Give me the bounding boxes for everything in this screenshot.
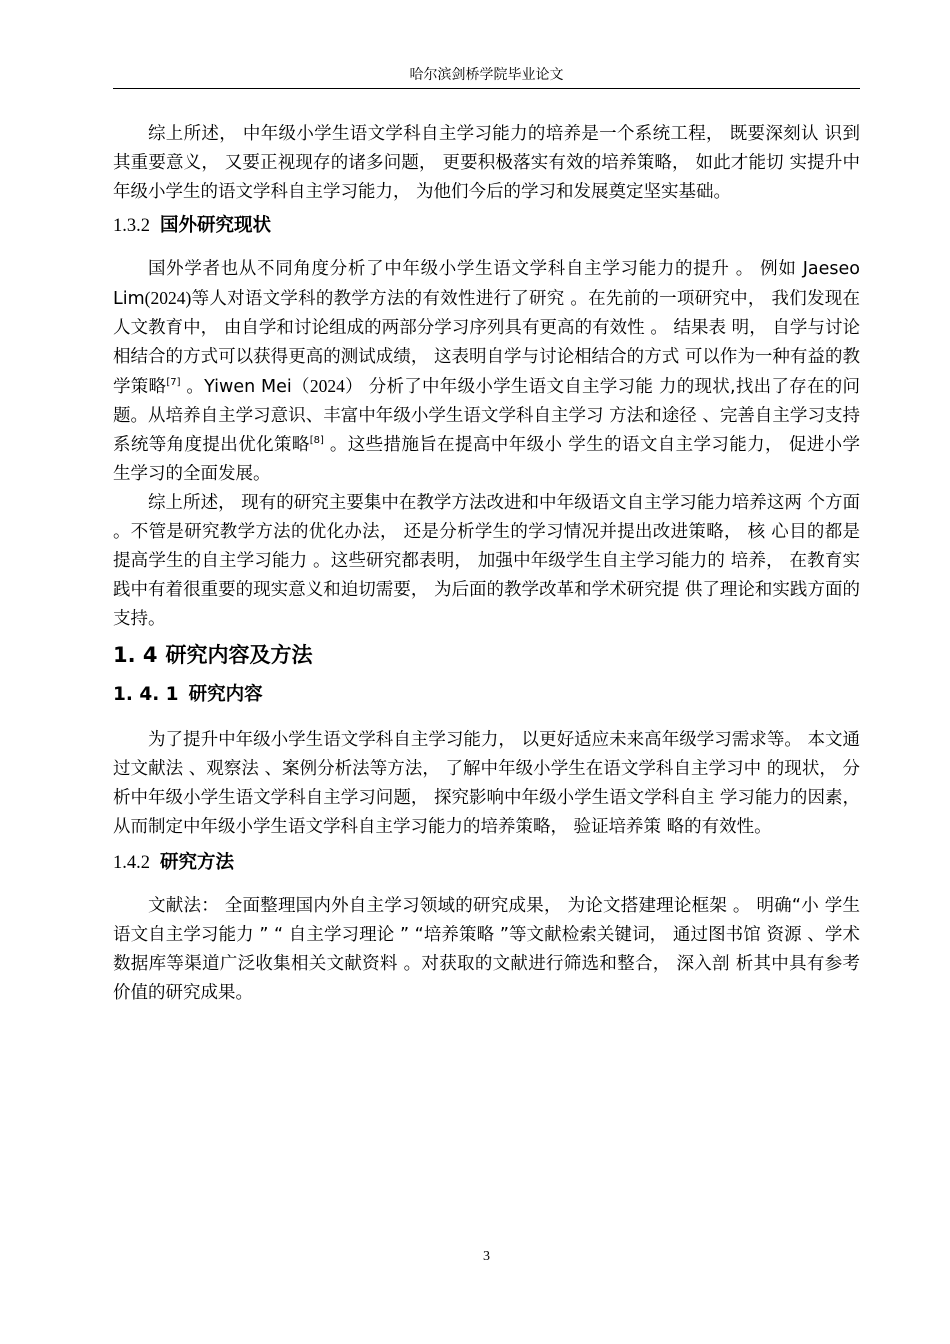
paragraph-foreign-research [113,255,860,489]
heading-title: 研究内容及方法 [165,643,313,667]
citation-marker: [8] [309,435,324,447]
heading-number: 1.4.2 [113,853,150,873]
paragraph-research-method: 文献法： 全面整理国内外自主学习领域的研究成果， 为论文搭建理论框架 。 明确“小 学生语文自主学习能力 ” “ 自主学习理论 ” “培养策略 ”等文献检索关键词， 通过图书馆 资源 、学术数据库等渠道广泛收集相关文献资料 。对获取的文献进行筛选和整合， 深入剖 析其中具有参考价值的研究成果。 [113,896,860,1003]
text-run: 。Yiwen Mei（ [180,377,310,397]
text-run: ） 分析了中年级小学生语文自主学习能 力的现状,找出了存在的问题。从培养自主学习意识、丰富中年级小学生语文学科自主学习 方法和途径 、完善自主学习支持系统等角度提出优化策略 [113,377,861,455]
paragraph-research-content: 为了提升中年级小学生语文学科自主学习能力， 以更好适应未来高年级学习需求等。 本文通过文献法 、观察法 、案例分析法等方法， 了解中年级小学生在语文学科自主学习中 的现状， 分析中年级小学生语文学科自主学习问题， 探究影响中年级小学生语文学科自主 学习能力的因素， 从而制定中年级小学生语文学科自主学习能力的培养策略， 验证培养策 略的有效性。 [113,730,860,837]
text-run: 等人对语文学科的教学方法的有效性进行了研究 。在先前的一项研究中， 我们发现在人文教育中， 由自学和讨论组成的两部分学习序列具有更高的有效性 。 结果表 明， 自学与讨论相结合的方式可以获得更高的测试成绩， 这表明自学与讨论相结合的方式 可以作为一种有益的教学策略 [113,289,860,397]
running-header: 哈尔滨剑桥学院毕业论文 [409,67,564,83]
paragraph-summary-foreign: 综上所述， 现有的研究主要集中在教学方法改进和中年级语文自主学习能力培养这两 个方面 。不管是研究教学方法的优化办法， 还是分析学生的学习情况并提出改进策略， 核 心目的都是提高学生的自主学习能力 。这些研究都表明， 加强中年级学生自主学习能力的 培养， 在教育实践中有着很重要的现实意义和迫切需要， 为后面的教学改革和学术研究提 供了理论和实践方面的支持。 [113,493,860,629]
heading-1-4-1 [113,682,860,708]
heading-number: 1. 4 [113,643,158,667]
page-number: 3 [483,1249,490,1264]
citation-marker: [7] [166,377,181,389]
heading-1-4 [113,640,860,670]
citation-year: 2024 [309,376,345,396]
page-content [113,120,860,1008]
heading-title: 研究内容 [188,684,263,705]
heading-title: 国外研究现状 [160,215,272,236]
citation-year: (2024) [144,288,192,308]
text-run: 。这些措施旨在提高中年级小 学生的语文自主学习能力， 促进小学生学习的全面发展。 [113,435,861,484]
heading-number: 1. 4. 1 [113,684,179,705]
header-rule [113,88,860,89]
text-run: 国外学者也从不同角度分析了中年级小学生语文学科自主学习能力的提升 。 例如 Jaeseo Lim [113,259,860,309]
heading-1-3-2 [113,213,860,239]
heading-title: 研究方法 [160,852,235,873]
paragraph-summary-domestic: 综上所述， 中年级小学生语文学科自主学习能力的培养是一个系统工程， 既要深刻认 识到其重要意义， 又要正视现存的诸多问题， 更要积极落实有效的培养策略， 如此才能切 实提升中年级小学生的语文学科自主学习能力， 为他们今后的学习和发展奠定坚实基础。 [113,124,860,202]
heading-1-4-2 [113,850,860,876]
heading-number: 1.3.2 [113,216,150,236]
